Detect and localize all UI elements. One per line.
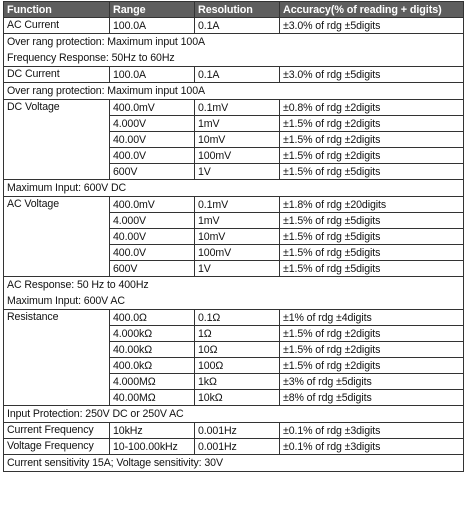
range-cell: 400.0V	[110, 245, 195, 261]
resolution-cell: 1Ω	[195, 326, 280, 342]
note-cell	[4, 406, 464, 423]
function-voltage-frequency: Voltage Frequency	[4, 439, 110, 455]
header-row	[4, 2, 464, 18]
accuracy-cell: ±3.0% of rdg ±5digits	[280, 18, 464, 34]
note-row	[4, 277, 464, 310]
range-cell: 10-100.00kHz	[110, 439, 195, 455]
range-cell: 600V	[110, 164, 195, 180]
accuracy-cell: ±1.5% of rdg ±2digits	[280, 116, 464, 132]
table-row	[4, 197, 464, 213]
range-cell: 400.0V	[110, 148, 195, 164]
function-current-frequency: Current Frequency	[4, 423, 110, 439]
note-line: Maximum Input: 600V AC	[7, 295, 125, 307]
note-line: Input Protection: 250V DC or 250V AC	[7, 408, 184, 420]
function-dc-voltage: DC Voltage	[4, 100, 110, 180]
note-line: AC Response: 50 Hz to 400Hz	[7, 279, 149, 291]
resolution-cell: 0.1mV	[195, 197, 280, 213]
range-cell: 4.000V	[110, 116, 195, 132]
accuracy-cell: ±8% of rdg ±5digits	[280, 390, 464, 406]
table-body	[4, 18, 464, 472]
range-cell: 4.000V	[110, 213, 195, 229]
range-cell: 40.00MΩ	[110, 390, 195, 406]
note-cell	[4, 180, 464, 197]
range-cell: 400.0mV	[110, 100, 195, 116]
note-row	[4, 455, 464, 472]
range-cell: 100.0A	[110, 18, 195, 34]
function-dc-current: DC Current	[4, 67, 110, 83]
resolution-cell: 10mV	[195, 229, 280, 245]
note-line: Current sensitivity 15A; Voltage sensitivity: 30V	[7, 457, 223, 469]
header-range: Range	[110, 2, 195, 18]
resolution-cell: 100mV	[195, 148, 280, 164]
resolution-cell: 1mV	[195, 213, 280, 229]
range-cell: 600V	[110, 261, 195, 277]
range-cell: 400.0Ω	[110, 310, 195, 326]
note-cell	[4, 34, 464, 67]
range-cell: 10kHz	[110, 423, 195, 439]
accuracy-cell: ±0.1% of rdg ±3digits	[280, 423, 464, 439]
resolution-cell: 0.001Hz	[195, 439, 280, 455]
table-row	[4, 439, 464, 455]
resolution-cell: 0.1A	[195, 18, 280, 34]
range-cell: 100.0A	[110, 67, 195, 83]
accuracy-cell: ±3% of rdg ±5digits	[280, 374, 464, 390]
accuracy-cell: ±1.5% of rdg ±2digits	[280, 148, 464, 164]
resolution-cell: 0.001Hz	[195, 423, 280, 439]
function-ac-current: AC Current	[4, 18, 110, 34]
range-cell: 40.00V	[110, 132, 195, 148]
accuracy-cell: ±1.5% of rdg ±5digits	[280, 245, 464, 261]
header-resolution: Resolution	[195, 2, 280, 18]
resolution-cell: 100mV	[195, 245, 280, 261]
resolution-cell: 1V	[195, 261, 280, 277]
function-ac-voltage: AC Voltage	[4, 197, 110, 277]
accuracy-cell: ±1.5% of rdg ±2digits	[280, 342, 464, 358]
note-row	[4, 180, 464, 197]
accuracy-cell: ±1.5% of rdg ±5digits	[280, 213, 464, 229]
range-cell: 400.0kΩ	[110, 358, 195, 374]
accuracy-cell: ±1.5% of rdg ±2digits	[280, 132, 464, 148]
accuracy-cell: ±1.5% of rdg ±5digits	[280, 261, 464, 277]
accuracy-cell: ±3.0% of rdg ±5digits	[280, 67, 464, 83]
table-row	[4, 18, 464, 34]
header-function: Function	[4, 2, 110, 18]
table-row	[4, 100, 464, 116]
accuracy-cell: ±0.8% of rdg ±2digits	[280, 100, 464, 116]
resolution-cell: 0.1A	[195, 67, 280, 83]
note-row	[4, 406, 464, 423]
range-cell: 4.000MΩ	[110, 374, 195, 390]
resolution-cell: 1mV	[195, 116, 280, 132]
note-line: Over rang protection: Maximum input 100A	[7, 85, 205, 97]
resolution-cell: 1V	[195, 164, 280, 180]
resolution-cell: 100Ω	[195, 358, 280, 374]
resolution-cell: 10kΩ	[195, 390, 280, 406]
note-cell	[4, 455, 464, 472]
accuracy-cell: ±1.5% of rdg ±2digits	[280, 326, 464, 342]
note-line: Frequency Response: 50Hz to 60Hz	[7, 52, 175, 64]
range-cell: 40.00V	[110, 229, 195, 245]
resolution-cell: 10mV	[195, 132, 280, 148]
table-row	[4, 423, 464, 439]
function-resistance: Resistance	[4, 310, 110, 406]
note-line: Over rang protection: Maximum input 100A	[7, 36, 205, 48]
note-line: Maximum Input: 600V DC	[7, 182, 127, 194]
range-cell: 4.000kΩ	[110, 326, 195, 342]
accuracy-cell: ±0.1% of rdg ±3digits	[280, 439, 464, 455]
note-cell	[4, 83, 464, 100]
header-accuracy: Accuracy(% of reading + digits)	[280, 2, 464, 18]
resolution-cell: 0.1mV	[195, 100, 280, 116]
accuracy-cell: ±1.5% of rdg ±5digits	[280, 164, 464, 180]
range-cell: 400.0mV	[110, 197, 195, 213]
note-row	[4, 83, 464, 100]
range-cell: 40.00kΩ	[110, 342, 195, 358]
specification-table	[3, 1, 464, 472]
accuracy-cell: ±1.5% of rdg ±2digits	[280, 358, 464, 374]
resolution-cell: 1kΩ	[195, 374, 280, 390]
accuracy-cell: ±1% of rdg ±4digits	[280, 310, 464, 326]
note-cell	[4, 277, 464, 310]
resolution-cell: 10Ω	[195, 342, 280, 358]
accuracy-cell: ±1.8% of rdg ±20digits	[280, 197, 464, 213]
resolution-cell: 0.1Ω	[195, 310, 280, 326]
table-row	[4, 310, 464, 326]
note-row	[4, 34, 464, 67]
table-row	[4, 67, 464, 83]
accuracy-cell: ±1.5% of rdg ±5digits	[280, 229, 464, 245]
